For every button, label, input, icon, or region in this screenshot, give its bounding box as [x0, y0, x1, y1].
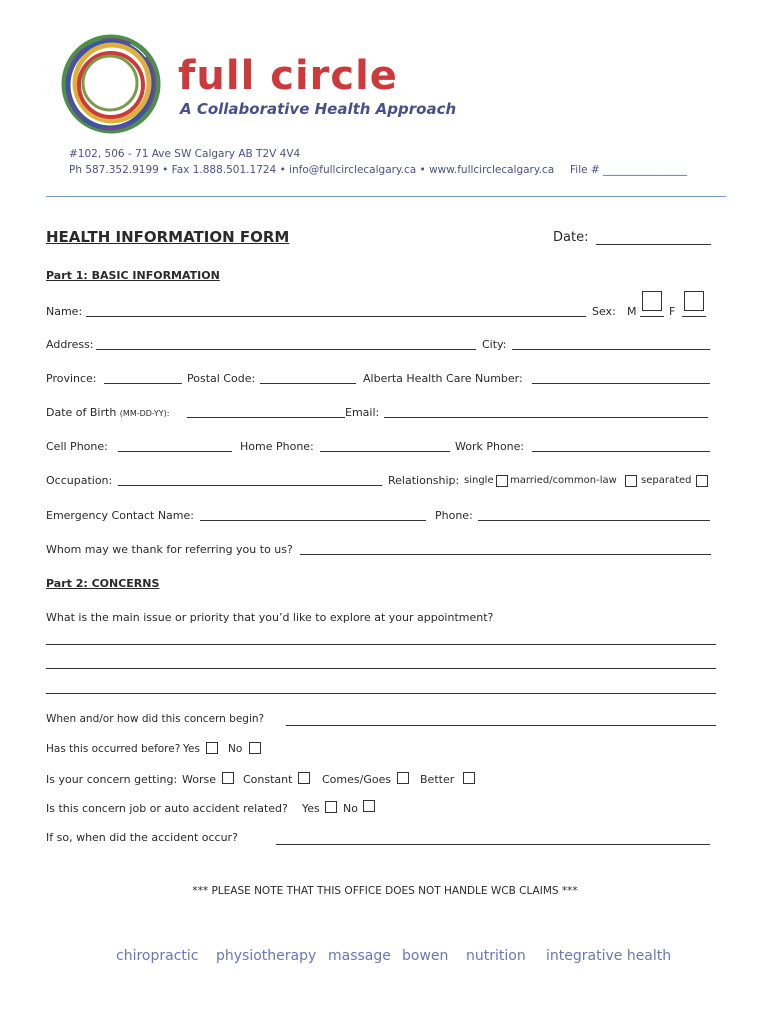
clinic-contact: Ph 587.352.9199 • Fax 1.888.501.1724 • info@fullcirclecalgary.ca • www.fullcirclecalgary.ca [69, 164, 555, 176]
getting-worse-label: Worse [182, 773, 216, 786]
work-phone-field[interactable] [532, 451, 710, 452]
sex-label: Sex: [592, 305, 616, 318]
dob-label [46, 406, 169, 419]
dob-label-text: Date of Birth [46, 406, 117, 419]
emergency-contact-label: Emergency Contact Name: [46, 509, 194, 522]
part1-heading: Part 1: BASIC INFORMATION [46, 269, 220, 282]
relationship-separated-checkbox[interactable] [696, 475, 708, 487]
accident-when-question: If so, when did the accident occur? [46, 831, 238, 844]
clinic-address: #102, 506 - 71 Ave SW Calgary AB T2V 4V4 [69, 148, 301, 160]
email-label: Email: [345, 406, 380, 419]
email-field[interactable] [384, 417, 708, 418]
date-field[interactable] [596, 244, 711, 245]
main-issue-line-2[interactable] [46, 668, 716, 669]
sex-m-underline [640, 316, 664, 317]
emergency-contact-field[interactable] [200, 520, 426, 521]
accident-when-field[interactable] [276, 844, 710, 845]
form-title: HEALTH INFORMATION FORM [46, 228, 290, 246]
cell-phone-field[interactable] [118, 451, 232, 452]
accident-yes-checkbox[interactable] [325, 801, 337, 813]
getting-constant-checkbox[interactable] [298, 772, 310, 784]
home-phone-field[interactable] [320, 451, 450, 452]
accident-yes-label: Yes [302, 802, 320, 815]
occupation-label: Occupation: [46, 474, 113, 487]
footer-service-physiotherapy: physiotherapy [216, 948, 317, 964]
dob-field[interactable] [187, 417, 345, 418]
footer-service-integrative-health: integrative health [546, 948, 672, 964]
main-issue-line-1[interactable] [46, 644, 716, 645]
concern-begin-question: When and/or how did this concern begin? [46, 713, 265, 725]
footer-service-nutrition: nutrition [466, 948, 526, 964]
province-label: Province: [46, 372, 97, 385]
occurred-no-checkbox[interactable] [249, 742, 261, 754]
emergency-phone-field[interactable] [478, 520, 710, 521]
date-label: Date: [553, 230, 589, 245]
occurred-yes-label: Yes [183, 743, 200, 755]
part2-heading: Part 2: CONCERNS [46, 577, 160, 590]
city-label: City: [482, 338, 507, 351]
occupation-field[interactable] [118, 485, 382, 486]
header-divider [46, 196, 726, 197]
postal-code-field[interactable] [260, 383, 356, 384]
relationship-separated-label: separated [641, 475, 692, 486]
home-phone-label: Home Phone: [240, 440, 314, 453]
concern-getting-question: Is your concern getting: [46, 773, 178, 786]
footer-service-massage: massage [328, 948, 391, 964]
ahc-number-field[interactable] [532, 383, 710, 384]
relationship-label: Relationship: [388, 474, 460, 487]
accident-no-checkbox[interactable] [363, 800, 375, 812]
city-field[interactable] [512, 349, 710, 350]
address-label: Address: [46, 338, 94, 351]
sex-m-checkbox[interactable] [642, 291, 662, 311]
address-field[interactable] [96, 349, 476, 350]
accident-no-label: No [343, 802, 358, 815]
brand-name: full circle [178, 53, 398, 99]
relationship-single-checkbox[interactable] [496, 475, 508, 487]
referral-label: Whom may we thank for referring you to us? [46, 543, 293, 556]
name-label: Name: [46, 305, 83, 318]
cell-phone-label: Cell Phone: [46, 440, 108, 453]
getting-comes-goes-checkbox[interactable] [397, 772, 409, 784]
getting-better-checkbox[interactable] [463, 772, 475, 784]
footer-service-chiropractic: chiropractic [116, 948, 199, 964]
dob-format: (MM-DD-YY): [119, 409, 170, 418]
getting-constant-label: Constant [243, 773, 293, 786]
occurred-before-question: Has this occurred before? [46, 743, 181, 755]
getting-better-label: Better [420, 773, 455, 786]
full-circle-logo-icon [58, 30, 164, 138]
getting-worse-checkbox[interactable] [222, 772, 234, 784]
sex-m-label: M [627, 305, 637, 318]
relationship-married-label: married/common-law [510, 475, 617, 486]
concern-begin-field[interactable] [286, 725, 716, 726]
file-number: File # ________________ [570, 164, 688, 176]
occurred-no-label: No [228, 743, 243, 755]
name-field[interactable] [86, 316, 586, 317]
accident-related-question: Is this concern job or auto accident related? [46, 802, 288, 815]
footer-service-bowen: bowen [402, 948, 449, 964]
sex-f-label: F [669, 305, 676, 318]
province-field[interactable] [104, 383, 182, 384]
relationship-single-label: single [464, 475, 494, 486]
sex-f-checkbox[interactable] [684, 291, 704, 311]
postal-code-label: Postal Code: [187, 372, 256, 385]
relationship-married-checkbox[interactable] [625, 475, 637, 487]
main-issue-question: What is the main issue or priority that you’d like to explore at your appointment? [46, 611, 494, 624]
brand-tagline: A Collaborative Health Approach [180, 100, 457, 118]
sex-f-underline [682, 316, 706, 317]
main-issue-line-3[interactable] [46, 693, 716, 694]
getting-comes-goes-label: Comes/Goes [322, 773, 392, 786]
occurred-yes-checkbox[interactable] [206, 742, 218, 754]
ahc-number-label: Alberta Health Care Number: [363, 372, 523, 385]
wcb-note: *** PLEASE NOTE THAT THIS OFFICE DOES NOT HANDLE WCB CLAIMS *** [192, 885, 578, 897]
work-phone-label: Work Phone: [455, 440, 525, 453]
referral-field[interactable] [300, 554, 711, 555]
emergency-phone-label: Phone: [435, 509, 473, 522]
